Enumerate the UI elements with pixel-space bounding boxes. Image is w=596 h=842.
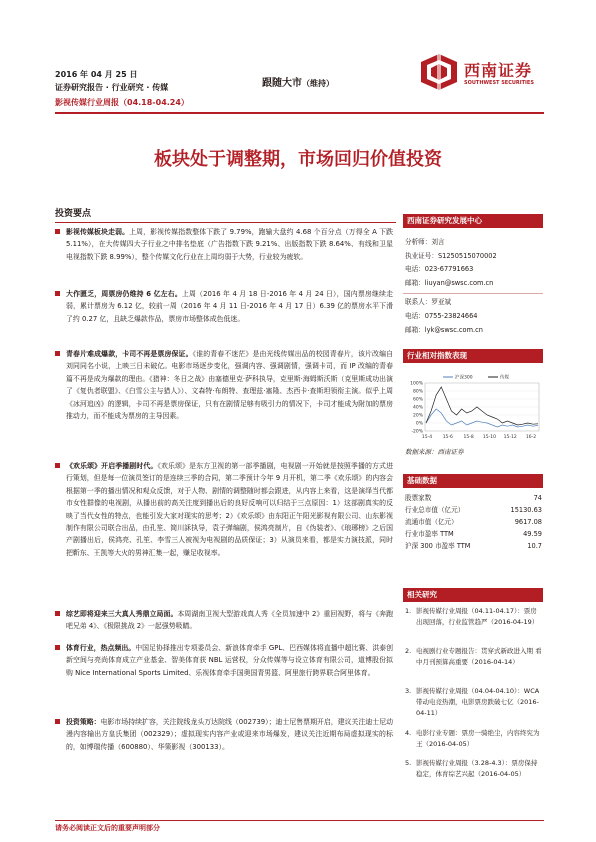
header-divider xyxy=(55,112,544,114)
contact-email-line xyxy=(405,325,483,336)
chart-x-tick-label: 16-2 xyxy=(525,435,537,440)
paragraph-4 xyxy=(55,460,393,559)
analyst-line xyxy=(405,237,445,248)
rating-paren: （维持） xyxy=(302,79,334,88)
chart-section-title: 行业相对指数表现 xyxy=(403,349,543,363)
chart-y-tick-label: 80% xyxy=(412,389,423,395)
basics-row xyxy=(405,493,542,504)
paragraph-6 xyxy=(55,642,393,679)
chart-series-line xyxy=(426,387,538,425)
paragraph-text: 上周，影视传媒指数整体下跌了 9.79%，跑输大盘约 4.68 个百分点（万得全 A 下跌 5.11%），在大传媒四大子行业之中排名垫底（广告指数下跌 9.21%、出版指数下跌 8.64%、有线和卫星电视指数下跌 8.99%），整个传媒文化行业在上周均弱于大势，行业较为疲软。 xyxy=(66,228,394,261)
contact-phone-label: 电话： xyxy=(405,312,425,320)
basics-label: 流通市值（亿元） xyxy=(405,518,458,526)
related-text: 影视传媒行业周报（3.28-4.3）：票房保持稳定，体育综艺兴起（2016-04-05） xyxy=(416,759,538,778)
chart-x-tick-label: 15-12 xyxy=(503,435,517,440)
chart-x-ticks xyxy=(422,434,536,440)
email-line xyxy=(405,278,493,289)
basics-value: 74 xyxy=(533,494,542,502)
phone-value: 023-67791663 xyxy=(424,265,474,273)
bullet-icon xyxy=(55,719,60,724)
section-title: 投资要点 xyxy=(55,206,396,223)
paragraph-text: 上周（2016 年 4 月 18 日-2016 年 4 月 24 日），国内票房继续走弱，累计票房为 6.12 亿，较前一周（2016 年 4 月 11 日-2016 年 4 月 17 日）6.39 亿的票房水平下滑了约 0.27 亿，且缺乏爆款作品，票房市场整体成色低迷。 xyxy=(66,290,393,323)
logo-text-en: SOUTHWEST SECURITIES xyxy=(464,80,534,86)
chart-x-tick-label: 15-4 xyxy=(421,435,433,440)
analyst-name: 刘言 xyxy=(431,238,445,246)
related-item[interactable] xyxy=(405,646,542,668)
chart-y-tick-label: 60% xyxy=(412,397,423,403)
chart-x-tick-label: 15-10 xyxy=(482,435,496,440)
phone-label: 电话： xyxy=(405,265,425,273)
related-num: 3. xyxy=(405,687,412,695)
chart-x-tick-label: 15-6 xyxy=(442,435,453,440)
basics-label: 股票家数 xyxy=(405,494,432,502)
paragraph-lead: 体育行业，热点频出。 xyxy=(66,644,136,652)
basics-row xyxy=(405,529,542,540)
rating-main: 跟随大市 xyxy=(262,78,302,89)
report-subtitle: 影视传媒行业周报（04.18-04.24） xyxy=(55,98,189,107)
basics-label: 行业市盈率 TTM xyxy=(405,530,454,538)
chart-y-tick-label: -20% xyxy=(411,429,423,435)
paragraph-1 xyxy=(55,226,393,263)
contact-line xyxy=(405,297,451,308)
basics-label: 行业总市值（亿元） xyxy=(405,506,465,514)
chart-source: 数据来源：西南证券 xyxy=(405,448,464,456)
paragraph-text: 中国足协择推出专项委员会、新浪体育牵手 GPL、巴西媒体将直播中超比赛、洪泰创新空间与亮尚体育成立产业基金、智美体育获 NBL 运营权，分众传媒等与设立体育有限公司，道博股份拟购 Nice International Sports Limited、乐视体育牵手国奥国青男篮、阿里旅行跨界联合阿里体育。 xyxy=(66,644,393,677)
related-num: 5. xyxy=(405,759,412,767)
basics-title: 基础数据 xyxy=(403,474,543,488)
relative-index-chart xyxy=(403,371,543,441)
report-type: 证券研究报告 · 行业研究 · 传媒 xyxy=(55,83,169,92)
related-title: 相关研究 xyxy=(403,588,543,602)
phone-line xyxy=(405,264,473,275)
bullet-icon xyxy=(55,645,60,650)
cert-label: 执业证号： xyxy=(405,252,438,260)
chart-legend-label: 传媒 xyxy=(500,375,509,381)
related-num: 4. xyxy=(405,729,412,737)
research-center-title: 西南证券研究发展中心 xyxy=(403,214,543,228)
paragraph-text: 《欢乐颂》是东方卫视的第一部季播剧，电视剧一开始就是按照季播的方式进行策划，但是每一位演员签订的是连续三季的合同，第二季预计今年 9 月开机，第二季《欢乐颂》的内容会根据第一季的播出情况和观众反馈，对于人物、剧情的调整随时都会跟进，从内容上来看，这是演绎当代都市女性群像的电视剧，从播出前的高关注度到播出后的良好反响可以归结于三点原因：1）这部剧真实的反映了当代女性的特点，也能引发大家对现实的思考；2）《欢乐颂》由东阳正午阳光影视有限公司、山东影视制作有限公司联合出品，由孔笙、简川訸执导，袁子弹编剧，侯鸿亮制片，自《伪装者》、《琅琊榜》之后国产剧播出后，侯鸿亮、孔笙、李雪三人被视为电视剧的品质保证；3）从演员来看，都是实力演技派，同时把靳东、王凯等大火的男神汇集一起，赚足收视率。 xyxy=(66,462,393,557)
chart-x-tick-label: 15-8 xyxy=(463,435,474,440)
bullet-icon xyxy=(55,351,60,356)
basics-row xyxy=(405,505,542,516)
related-num: 2. xyxy=(405,647,412,655)
report-date: 2016 年 04 月 25 日 xyxy=(55,70,138,79)
related-item[interactable] xyxy=(405,686,542,719)
basics-row xyxy=(405,517,542,528)
paragraph-text: 《谁的青春不迷茫》是由光线传媒出品的校园青春片，该片改编自刘同同名小说，上映三日未破亿。电影市场逐步变化，强调内容、强调剧情，强调卡司，而 IP 改编的青春篇不再是成为爆款的理由。《猎神：冬日之战》由塞德里克·萨科执导，克里斯·海姆斯沃斯（克里斯成功出演了《复仇者联盟》、《白雪公主与猎人》）、文森特·布朗特、查理兹·塞隆、杰西卡·查斯坦领衔主演。似乎上周《冰河追凶》的逻辑，卡司不再是票房保证，只有在剧情足够有吸引力的情况下，卡司才能成为附加的票房推动力，而不能成为票房的主导因素。 xyxy=(66,350,393,421)
related-item[interactable] xyxy=(405,606,542,628)
related-text: 影视传媒行业周报（04.04-04.10）：WCA 带动电竞热潮，电影票房跌破七亿（2016-04-11） xyxy=(416,687,540,717)
basics-value: 9617.08 xyxy=(514,518,542,526)
bullet-icon xyxy=(55,291,60,296)
bullet-icon xyxy=(55,611,60,616)
email-label: 邮箱： xyxy=(405,279,425,287)
chart-y-tick-label: 0% xyxy=(415,421,423,427)
related-num: 1. xyxy=(405,607,412,615)
chart-legend-label: 沪深300 xyxy=(455,375,473,381)
paragraph-7 xyxy=(55,716,393,753)
basics-value: 10.7 xyxy=(527,542,542,550)
paragraph-5 xyxy=(55,608,393,633)
rating xyxy=(262,74,334,89)
chart-y-tick-label: 20% xyxy=(412,413,423,419)
page-title: 板块处于调整期，市场回归价值投资 xyxy=(154,149,442,170)
analyst-label: 分析师： xyxy=(405,238,432,246)
paragraph-lead: 投资策略： xyxy=(66,718,101,726)
bullet-icon xyxy=(55,463,60,468)
basics-value: 49.59 xyxy=(523,530,542,538)
chart-legend xyxy=(443,374,509,381)
paragraph-lead: 综艺即将迎来三大真人秀鼎立局面。 xyxy=(66,610,178,618)
chart-y-ticks xyxy=(410,381,424,435)
contact-email-label: 邮箱： xyxy=(405,326,425,334)
logo-mark-icon xyxy=(418,52,460,92)
logo-text-cn: 西南证券 xyxy=(464,61,533,80)
basics-value: 15130.63 xyxy=(510,506,542,514)
email-link[interactable]: liuyan@swsc.com.cn xyxy=(424,279,494,287)
brand-logo xyxy=(418,52,548,92)
paragraph-text: 本周湖南卫视大型游戏真人秀《全员加速中 2》重回视野，将与《奔跑吧兄弟 4》、《极限挑战 2》一起强势吸睛。 xyxy=(66,610,394,631)
footer-disclaimer: 请务必阅读正文后的重要声明部分 xyxy=(55,824,160,832)
chart-grid xyxy=(425,383,539,431)
paragraph-lead: 影视传媒板块走弱。 xyxy=(66,228,130,236)
contact-phone-line xyxy=(405,311,478,322)
contact-phone-value: 0755-23824664 xyxy=(424,312,478,320)
cert-line xyxy=(405,251,497,262)
related-item[interactable] xyxy=(405,728,542,750)
contact-email-link[interactable]: lyk@swsc.com.cn xyxy=(424,326,483,334)
paragraph-lead: 青春片难成爆款，卡司不再是票房保证。 xyxy=(66,350,193,358)
related-text: 电视剧行业专题报告：贯穿式新政进入期 看中月刊预算高重要（2016-04-14） xyxy=(416,647,542,666)
paragraph-text: 电影市场持续扩容，关注院线龙头万达院线（002739）；迪士尼售票期开启，建议关注迪士尼动漫内容输出方皇氏集团（002329）；虚拟现实内容产业或迎来市场爆发，建议关注近期布局虚拟现实的标的，如博瑞传播（600880）、华策影视（300133）。 xyxy=(66,718,393,751)
paragraph-lead: 《欢乐颂》开启季播剧时代。 xyxy=(66,462,158,470)
paragraph-2 xyxy=(55,288,393,325)
paragraph-3 xyxy=(55,348,393,422)
cert-number: S1250515070002 xyxy=(437,252,497,260)
footer-divider xyxy=(55,820,544,821)
basics-label: 沪深 300 市盈率 TTM xyxy=(405,542,471,550)
related-text: 电影行业专题：票房一骑绝尘，内容终究为王（2016-04-05） xyxy=(416,729,540,748)
contact-name: 罗亚斌 xyxy=(431,298,452,306)
bullet-icon xyxy=(55,229,60,234)
chart-y-tick-label: 100% xyxy=(410,381,423,387)
divider xyxy=(403,293,543,294)
related-text: 影视传媒行业周报（04.11-04.17）：票房出现回落，行业监管趋严（2016-04-19） xyxy=(416,607,539,626)
related-item[interactable] xyxy=(405,758,542,780)
chart-y-tick-label: 40% xyxy=(412,405,423,411)
paragraph-lead: 大作匮乏，周票房仍维持 6 亿左右。 xyxy=(66,290,182,298)
contact-label: 联系人： xyxy=(405,298,432,306)
basics-row xyxy=(405,541,542,552)
